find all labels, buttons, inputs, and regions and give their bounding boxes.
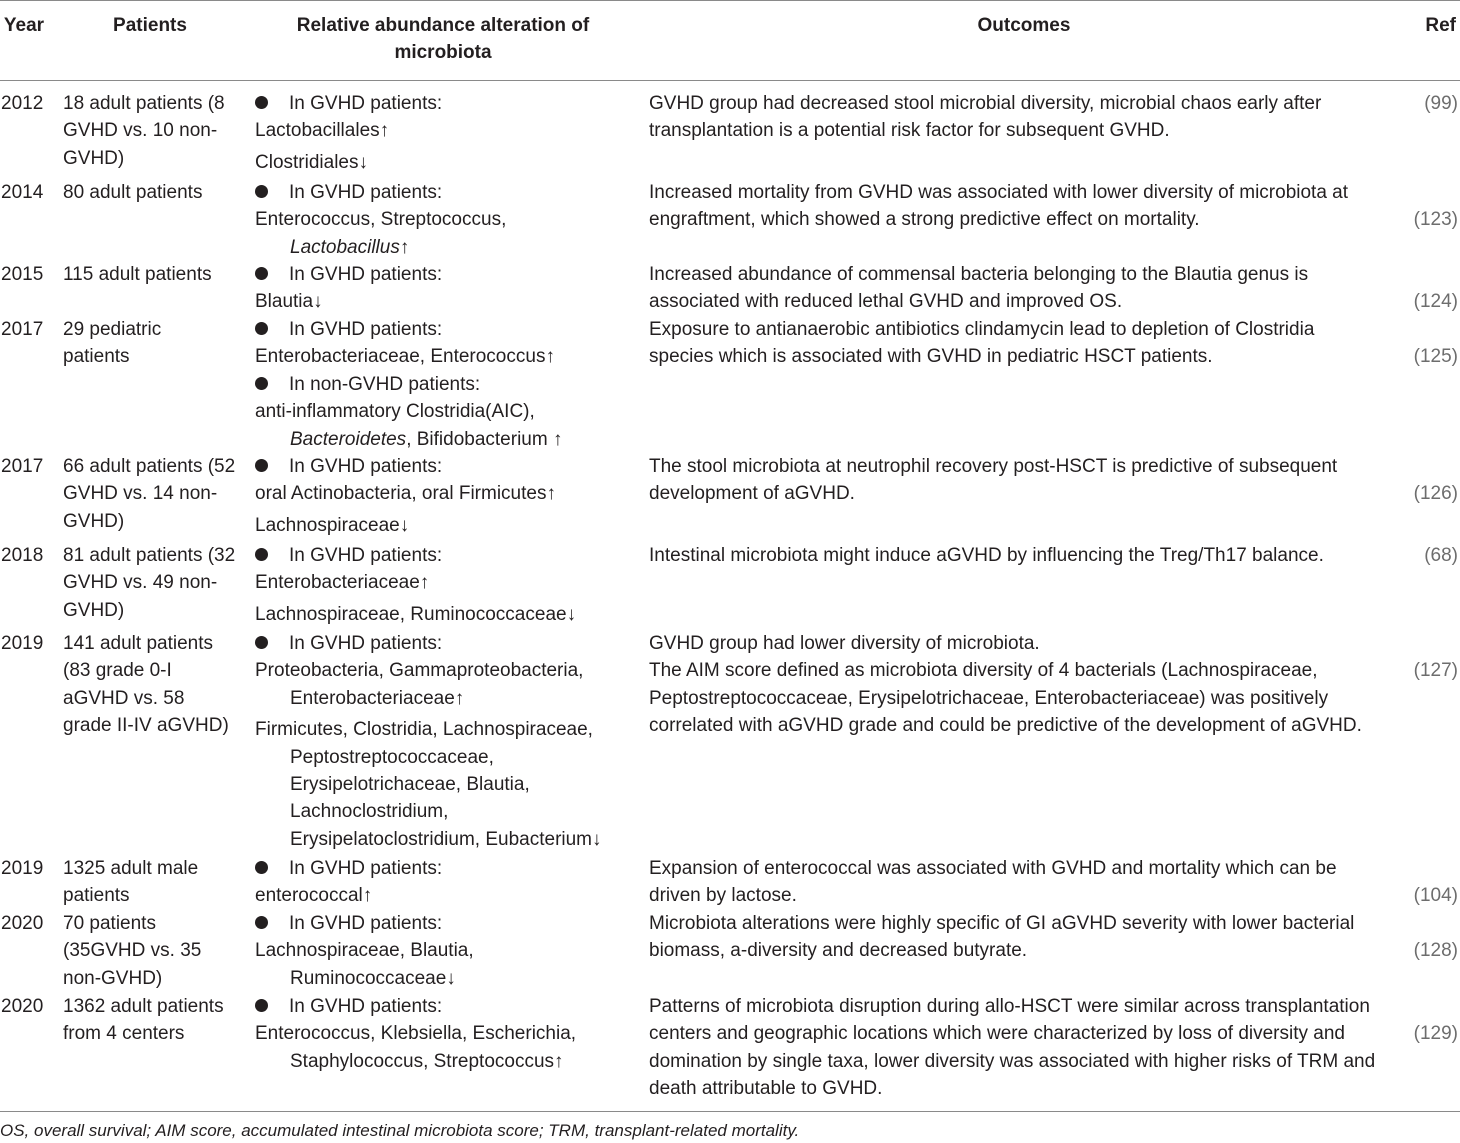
cell-outcome: Patterns of microbiota disruption during allo-HSCT were similar across transplantation centers and geographic locations which were characterized by loss of diversity and domination by single taxa, lower diversity was associated with higher risks of TRM and death attributable to GVHD. [649,996,1376,1100]
alteration-line: Enterococcus, Streptococcus, [255,209,507,231]
cell-alteration [255,855,640,910]
header-ref: Ref [1425,15,1456,36]
outcome-line: The AIM score defined as microbiota diversity of 4 bacterials (Lachnospiraceae, Peptostreptococcaceae, Erysipelotrichaceae, Enterobacteriaceae) was positively correlated with aGVHD grade and could be predictive of the development of aGVHD. [649,660,1362,737]
cell-patients: 66 adult patients (52 GVHD vs. 14 non-GVHD) [63,456,236,532]
cell-year: 2019 [1,858,44,879]
cell-year: 2020 [1,996,44,1017]
bullet-icon [255,96,268,109]
table-bottom-rule [0,1111,1460,1112]
alteration-line: Firmicutes, Clostridia, Lachnospiraceae, [255,719,593,741]
cell-outcome: Microbiota alterations were highly specific of GI aGVHD severity with lower bacterial biomass, a-diversity and decreased butyrate. [649,913,1355,962]
alteration-line: Enterobacteriaceae↑ [255,572,430,594]
bullet-icon [255,377,268,390]
cell-year: 2017 [1,456,44,477]
alteration-line: In GVHD patients: [255,179,640,206]
cell-year: 2015 [1,264,44,285]
cell-ref: (68) [1424,545,1458,566]
cell-alteration [255,630,640,853]
cell-alteration [255,90,640,176]
cell-ref: (128) [1413,940,1458,961]
cell-ref: (104) [1413,885,1458,906]
cell-year: 2014 [1,182,44,203]
cell-patients: 141 adult patients (83 grade 0-I aGVHD vs. 58 grade II-IV aGVHD) [63,633,229,737]
alteration-line: Lachnospiraceae↓ [255,514,410,536]
table-footnote: OS, overall survival; AIM score, accumulated intestinal microbiota score; TRM, transplant-related mortality. [0,1121,800,1140]
cell-patients: 1325 adult male patients [63,858,199,907]
cell-alteration [255,179,640,261]
cell-outcome: Intestinal microbiota might induce aGVHD by influencing the Treg/Th17 balance. [649,545,1324,566]
alteration-line: In GVHD patients: [255,910,640,937]
cell-outcome [649,630,1409,740]
alteration-line: Bacteroidetes, Bifidobacterium ↑ [290,428,563,450]
header-alteration: Relative abundance alteration of microbiota [296,15,590,64]
alteration-line: Erysipelotrichaceae, Blautia, [290,774,530,796]
cell-outcome: GVHD group had decreased stool microbial diversity, microbial chaos early after transplantation is a potential risk factor for subsequent GVHD. [649,93,1322,142]
bullet-icon [255,636,268,649]
alteration-line: Enterococcus, Klebsiella, Escherichia, [255,1023,577,1045]
alteration-line: In non-GVHD patients: [255,371,640,398]
cell-year: 2012 [1,93,44,114]
cell-ref: (126) [1413,483,1458,504]
cell-outcome: Exposure to antianaerobic antibiotics clindamycin lead to depletion of Clostridia species which is associated with GVHD in pediatric HSCT patients. [649,319,1315,368]
bullet-icon [255,548,268,561]
alteration-line: enterococcal↑ [255,885,373,907]
alteration-line: In GVHD patients: [255,90,640,117]
cell-outcome: Increased mortality from GVHD was associated with lower diversity of microbiota at engraftment, which showed a strong predictive effect on mortality. [649,182,1349,231]
bullet-icon [255,322,268,335]
alteration-line: Staphylococcus, Streptococcus↑ [290,1050,564,1072]
cell-year: 2018 [1,545,44,566]
cell-patients: 81 adult patients (32 GVHD vs. 49 non-GVHD) [63,545,236,621]
alteration-line: Lachnospiraceae, Blautia, [255,940,474,962]
header-year: Year [3,15,45,36]
cell-alteration [255,910,640,992]
cell-year: 2017 [1,319,44,340]
outcome-line: GVHD group had lower diversity of microbiota. [649,633,1040,654]
cell-alteration [255,316,640,453]
alteration-line: In GVHD patients: [255,630,640,657]
alteration-line: Lactobacillus↑ [290,236,410,258]
cell-outcome: Increased abundance of commensal bacteria belonging to the Blautia genus is associated with reduced lethal GVHD and improved OS. [649,264,1309,313]
cell-ref: (125) [1413,346,1458,367]
cell-ref: (127) [1413,660,1458,681]
bullet-icon [255,861,268,874]
alteration-line: Clostridiales↓ [255,151,368,173]
cell-patients: 80 adult patients [63,182,203,203]
cell-alteration [255,261,640,316]
alteration-line: In GVHD patients: [255,993,640,1020]
cell-outcome: Expansion of enterococcal was associated with GVHD and mortality which can be driven by lactose. [649,858,1337,907]
cell-patients: 18 adult patients (8 GVHD vs. 10 non-GVHD) [63,93,225,169]
cell-ref: (123) [1413,209,1458,230]
cell-alteration [255,993,640,1075]
alteration-line: In GVHD patients: [255,542,640,569]
cell-ref: (124) [1413,291,1458,312]
bullet-icon [255,999,268,1012]
alteration-line: Blautia↓ [255,291,323,313]
alteration-line: Lachnospiraceae, Ruminococcaceae↓ [255,603,577,625]
cell-year: 2020 [1,913,44,934]
cell-outcome: The stool microbiota at neutrophil recovery post-HSCT is predictive of subsequent development of aGVHD. [649,456,1338,505]
bullet-icon [255,267,268,280]
cell-patients: 29 pediatric patients [63,319,162,368]
alteration-line: In GVHD patients: [255,316,640,343]
alteration-line: Enterobacteriaceae↑ [290,687,465,709]
alteration-line: Erysipelatoclostridium, Eubacterium↓ [290,828,602,850]
cell-patients: 70 patients (35GVHD vs. 35 non-GVHD) [63,913,202,989]
alteration-line: Enterobacteriaceae, Enterococcus↑ [255,346,555,368]
bullet-icon [255,916,268,929]
alteration-line: oral Actinobacteria, oral Firmicutes↑ [255,483,556,505]
bullet-icon [255,185,268,198]
table-top-rule [0,0,1460,1]
cell-patients: 115 adult patients [63,264,212,285]
alteration-line: Lachnoclostridium, [290,801,449,823]
alteration-line: Lactobacillales↑ [255,120,390,142]
alteration-line: In GVHD patients: [255,261,640,288]
header-patients: Patients [113,15,187,36]
alteration-line: In GVHD patients: [255,453,640,480]
alteration-line: anti-inflammatory Clostridia(AIC), [255,401,535,423]
alteration-line: Proteobacteria, Gammaproteobacteria, [255,660,584,682]
alteration-line: In GVHD patients: [255,855,640,882]
cell-ref: (129) [1413,1023,1458,1044]
cell-alteration [255,453,640,539]
cell-patients: 1362 adult patients from 4 centers [63,996,224,1045]
header-bottom-rule [0,80,1460,81]
bullet-icon [255,459,268,472]
alteration-line: Peptostreptococcaceae, [290,746,494,768]
cell-year: 2019 [1,633,44,654]
cell-ref: (99) [1424,93,1458,114]
cell-alteration [255,542,640,628]
alteration-line: Ruminococcaceae↓ [290,967,456,989]
header-outcomes: Outcomes [977,15,1071,36]
